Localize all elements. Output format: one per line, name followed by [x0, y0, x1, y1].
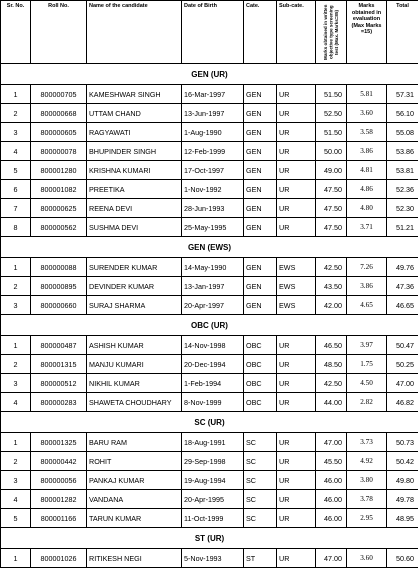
section-header-row: [1, 412, 418, 433]
cell-category: SC: [244, 490, 277, 509]
cell-category: ST: [244, 549, 277, 568]
cell-candidate-name: KRISHNA KUMARI: [87, 161, 182, 180]
cell-written-marks: 47.00: [316, 433, 347, 452]
cell-roll-no: 800000605: [31, 123, 87, 142]
table-row: [1, 142, 418, 161]
header-evaluation-marks: Marks obtained in evaluation (Max Marks =15): [347, 1, 387, 64]
cell-sub-category: UR: [277, 199, 316, 218]
table-row: [1, 452, 418, 471]
cell-sr-no: 5: [1, 509, 31, 528]
table-row: [1, 180, 418, 199]
cell-roll-no: 800000512: [31, 374, 87, 393]
cell-written-marks: 48.50: [316, 355, 347, 374]
cell-sub-category: UR: [277, 433, 316, 452]
cell-roll-no: 800000562: [31, 218, 87, 237]
header-written-marks: [316, 1, 347, 64]
cell-category: GEN: [244, 296, 277, 315]
cell-candidate-name: PREETIKA: [87, 180, 182, 199]
table-row: [1, 433, 418, 452]
cell-candidate-name: ROHIT: [87, 452, 182, 471]
table-row: [1, 471, 418, 490]
header-total: Total: [387, 1, 418, 64]
cell-total: 50.60: [387, 549, 418, 568]
header-candidate-name: Name of the candidate: [87, 1, 182, 64]
cell-candidate-name: RAGYAWATI: [87, 123, 182, 142]
cell-written-marks: 52.50: [316, 104, 347, 123]
cell-date-of-birth: 12-Feb-1999: [182, 142, 244, 161]
cell-written-marks: 43.50: [316, 277, 347, 296]
cell-total: 47.00: [387, 374, 418, 393]
cell-written-marks: 47.00: [316, 549, 347, 568]
cell-roll-no: 800001315: [31, 355, 87, 374]
cell-category: GEN: [244, 218, 277, 237]
cell-written-marks: 42.50: [316, 258, 347, 277]
cell-written-marks: 47.50: [316, 180, 347, 199]
cell-sr-no: 3: [1, 374, 31, 393]
cell-evaluation-marks: 4.86: [347, 180, 387, 199]
cell-total: 46.65: [387, 296, 418, 315]
cell-category: OBC: [244, 374, 277, 393]
cell-category: GEN: [244, 104, 277, 123]
cell-date-of-birth: 29-Sep-1998: [182, 452, 244, 471]
cell-roll-no: 800000283: [31, 393, 87, 412]
cell-evaluation-marks: 4.50: [347, 374, 387, 393]
table-row: [1, 336, 418, 355]
cell-sub-category: UR: [277, 355, 316, 374]
cell-evaluation-marks: 3.78: [347, 490, 387, 509]
cell-written-marks: 46.00: [316, 509, 347, 528]
cell-category: GEN: [244, 142, 277, 161]
cell-roll-no: 800001166: [31, 509, 87, 528]
cell-date-of-birth: 18-Aug-1991: [182, 433, 244, 452]
cell-candidate-name: BHUPINDER SINGH: [87, 142, 182, 161]
cell-date-of-birth: 16-Mar-1997: [182, 85, 244, 104]
cell-sub-category: UR: [277, 142, 316, 161]
cell-date-of-birth: 19-Aug-1994: [182, 471, 244, 490]
cell-total: 55.08: [387, 123, 418, 142]
cell-evaluation-marks: 3.60: [347, 104, 387, 123]
cell-sr-no: 4: [1, 490, 31, 509]
table-row: [1, 296, 418, 315]
cell-roll-no: 800001082: [31, 180, 87, 199]
table-row: [1, 258, 418, 277]
cell-candidate-name: SUSHMA DEVI: [87, 218, 182, 237]
cell-total: 50.73: [387, 433, 418, 452]
cell-sr-no: 6: [1, 180, 31, 199]
cell-sub-category: UR: [277, 85, 316, 104]
cell-sr-no: 4: [1, 142, 31, 161]
cell-date-of-birth: 1-Nov-1992: [182, 180, 244, 199]
header-category: Cate.: [244, 1, 277, 64]
cell-candidate-name: SURAJ SHARMA: [87, 296, 182, 315]
cell-written-marks: 51.50: [316, 85, 347, 104]
cell-sub-category: UR: [277, 374, 316, 393]
cell-evaluation-marks: 3.86: [347, 277, 387, 296]
cell-sub-category: UR: [277, 218, 316, 237]
cell-category: SC: [244, 509, 277, 528]
cell-sub-category: UR: [277, 452, 316, 471]
header-sr-no: Sr. No.: [1, 1, 31, 64]
cell-evaluation-marks: 5.81: [347, 85, 387, 104]
table-row: [1, 549, 418, 568]
cell-category: GEN: [244, 258, 277, 277]
cell-date-of-birth: 20-Dec-1994: [182, 355, 244, 374]
cell-date-of-birth: 13-Jun-1997: [182, 104, 244, 123]
cell-roll-no: 800001282: [31, 490, 87, 509]
cell-total: 49.76: [387, 258, 418, 277]
table-row: [1, 374, 418, 393]
cell-sub-category: UR: [277, 161, 316, 180]
cell-total: 52.36: [387, 180, 418, 199]
cell-category: GEN: [244, 161, 277, 180]
cell-roll-no: 800000056: [31, 471, 87, 490]
cell-sub-category: UR: [277, 123, 316, 142]
table-row: [1, 509, 418, 528]
cell-sub-category: UR: [277, 490, 316, 509]
cell-sr-no: 8: [1, 218, 31, 237]
header-date-of-birth: Date of Birth: [182, 1, 244, 64]
cell-evaluation-marks: 3.58: [347, 123, 387, 142]
cell-roll-no: 800000088: [31, 258, 87, 277]
cell-candidate-name: KAMESHWAR SINGH: [87, 85, 182, 104]
cell-sr-no: 1: [1, 85, 31, 104]
cell-candidate-name: PANKAJ KUMAR: [87, 471, 182, 490]
cell-roll-no: 800000442: [31, 452, 87, 471]
cell-roll-no: 800000625: [31, 199, 87, 218]
cell-evaluation-marks: 1.75: [347, 355, 387, 374]
cell-sub-category: UR: [277, 180, 316, 199]
cell-evaluation-marks: 3.97: [347, 336, 387, 355]
cell-roll-no: 800000660: [31, 296, 87, 315]
cell-evaluation-marks: 2.95: [347, 509, 387, 528]
cell-evaluation-marks: 4.81: [347, 161, 387, 180]
cell-candidate-name: RITIKESH NEGI: [87, 549, 182, 568]
section-header-row: [1, 64, 418, 85]
cell-total: 53.86: [387, 142, 418, 161]
cell-sr-no: 2: [1, 277, 31, 296]
cell-sr-no: 5: [1, 161, 31, 180]
cell-date-of-birth: 13-Jan-1997: [182, 277, 244, 296]
cell-written-marks: 42.50: [316, 374, 347, 393]
header-row: [1, 1, 418, 64]
cell-sr-no: 3: [1, 123, 31, 142]
cell-evaluation-marks: 3.86: [347, 142, 387, 161]
cell-date-of-birth: 14-May-1990: [182, 258, 244, 277]
cell-date-of-birth: 1-Feb-1994: [182, 374, 244, 393]
cell-evaluation-marks: 3.71: [347, 218, 387, 237]
section-title: GEN (UR): [1, 64, 418, 85]
cell-candidate-name: TARUN KUMAR: [87, 509, 182, 528]
cell-sr-no: 1: [1, 549, 31, 568]
cell-category: GEN: [244, 277, 277, 296]
cell-candidate-name: ASHISH KUMAR: [87, 336, 182, 355]
cell-total: 50.42: [387, 452, 418, 471]
section-header-row: [1, 528, 418, 549]
cell-total: 51.21: [387, 218, 418, 237]
cell-written-marks: 44.00: [316, 393, 347, 412]
cell-sr-no: 4: [1, 393, 31, 412]
cell-candidate-name: VANDANA: [87, 490, 182, 509]
cell-roll-no: 800000078: [31, 142, 87, 161]
cell-date-of-birth: 1-Aug-1990: [182, 123, 244, 142]
section-title: SC (UR): [1, 412, 418, 433]
cell-roll-no: 800001026: [31, 549, 87, 568]
cell-evaluation-marks: 4.92: [347, 452, 387, 471]
cell-written-marks: 46.50: [316, 336, 347, 355]
cell-sub-category: UR: [277, 393, 316, 412]
table-row: [1, 490, 418, 509]
section-header-row: [1, 237, 418, 258]
cell-total: 52.30: [387, 199, 418, 218]
cell-total: 47.36: [387, 277, 418, 296]
cell-date-of-birth: 17-Oct-1997: [182, 161, 244, 180]
cell-candidate-name: NIKHIL KUMAR: [87, 374, 182, 393]
cell-total: 50.47: [387, 336, 418, 355]
table-row: [1, 104, 418, 123]
cell-category: SC: [244, 471, 277, 490]
header-written-marks-label: Marks obtained in written objective type screening test (Max. Marks=85): [322, 4, 339, 60]
cell-candidate-name: DEVINDER KUMAR: [87, 277, 182, 296]
section-title: GEN (EWS): [1, 237, 418, 258]
cell-evaluation-marks: 3.73: [347, 433, 387, 452]
cell-sr-no: 1: [1, 258, 31, 277]
cell-evaluation-marks: 4.65: [347, 296, 387, 315]
cell-category: GEN: [244, 123, 277, 142]
table-row: [1, 393, 418, 412]
cell-evaluation-marks: 3.80: [347, 471, 387, 490]
cell-sr-no: 3: [1, 296, 31, 315]
cell-written-marks: 46.00: [316, 490, 347, 509]
cell-category: OBC: [244, 393, 277, 412]
cell-sr-no: 1: [1, 336, 31, 355]
cell-roll-no: 800000487: [31, 336, 87, 355]
cell-date-of-birth: 20-Apr-1995: [182, 490, 244, 509]
cell-written-marks: 50.00: [316, 142, 347, 161]
cell-total: 46.82: [387, 393, 418, 412]
section-header-row: [1, 315, 418, 336]
cell-roll-no: 800001325: [31, 433, 87, 452]
cell-date-of-birth: 28-Jun-1993: [182, 199, 244, 218]
cell-total: 50.25: [387, 355, 418, 374]
table-row: [1, 199, 418, 218]
cell-sub-category: UR: [277, 471, 316, 490]
cell-sub-category: EWS: [277, 258, 316, 277]
cell-sub-category: UR: [277, 104, 316, 123]
cell-sr-no: 2: [1, 355, 31, 374]
table-row: [1, 161, 418, 180]
table-row: [1, 355, 418, 374]
cell-category: OBC: [244, 336, 277, 355]
cell-candidate-name: BARU RAM: [87, 433, 182, 452]
cell-written-marks: 42.00: [316, 296, 347, 315]
cell-sub-category: UR: [277, 549, 316, 568]
cell-sr-no: 1: [1, 433, 31, 452]
cell-candidate-name: UTTAM CHAND: [87, 104, 182, 123]
cell-written-marks: 47.50: [316, 199, 347, 218]
cell-candidate-name: REENA DEVI: [87, 199, 182, 218]
cell-sub-category: UR: [277, 509, 316, 528]
cell-sub-category: EWS: [277, 277, 316, 296]
cell-total: 49.80: [387, 471, 418, 490]
cell-category: SC: [244, 433, 277, 452]
cell-category: GEN: [244, 199, 277, 218]
table-row: [1, 123, 418, 142]
cell-category: GEN: [244, 180, 277, 199]
table-row: [1, 85, 418, 104]
cell-evaluation-marks: 7.26: [347, 258, 387, 277]
cell-candidate-name: SURENDER KUMAR: [87, 258, 182, 277]
cell-candidate-name: SHAWETA CHOUDHARY: [87, 393, 182, 412]
cell-written-marks: 45.50: [316, 452, 347, 471]
cell-total: 56.10: [387, 104, 418, 123]
cell-sr-no: 3: [1, 471, 31, 490]
cell-sr-no: 2: [1, 452, 31, 471]
cell-total: 57.31: [387, 85, 418, 104]
cell-date-of-birth: 14-Nov-1998: [182, 336, 244, 355]
cell-date-of-birth: 5-Nov-1993: [182, 549, 244, 568]
table-row: [1, 218, 418, 237]
cell-total: 49.78: [387, 490, 418, 509]
cell-date-of-birth: 11-Oct-1999: [182, 509, 244, 528]
header-sub-category: Sub-cate.: [277, 1, 316, 64]
table-row: [1, 277, 418, 296]
result-table-body: [1, 64, 418, 568]
cell-roll-no: 800000895: [31, 277, 87, 296]
section-title: OBC (UR): [1, 315, 418, 336]
cell-total: 48.95: [387, 509, 418, 528]
cell-roll-no: 800001280: [31, 161, 87, 180]
cell-evaluation-marks: 2.82: [347, 393, 387, 412]
cell-written-marks: 47.50: [316, 218, 347, 237]
cell-date-of-birth: 20-Apr-1997: [182, 296, 244, 315]
cell-sr-no: 7: [1, 199, 31, 218]
cell-date-of-birth: 25-May-1995: [182, 218, 244, 237]
cell-written-marks: 46.00: [316, 471, 347, 490]
cell-sr-no: 2: [1, 104, 31, 123]
cell-roll-no: 800000668: [31, 104, 87, 123]
cell-roll-no: 800000705: [31, 85, 87, 104]
section-title: ST (UR): [1, 528, 418, 549]
cell-category: SC: [244, 452, 277, 471]
cell-evaluation-marks: 4.80: [347, 199, 387, 218]
cell-total: 53.81: [387, 161, 418, 180]
cell-candidate-name: MANJU KUMARI: [87, 355, 182, 374]
cell-sub-category: EWS: [277, 296, 316, 315]
cell-written-marks: 51.50: [316, 123, 347, 142]
cell-evaluation-marks: 3.60: [347, 549, 387, 568]
cell-category: GEN: [244, 85, 277, 104]
cell-category: OBC: [244, 355, 277, 374]
cell-sub-category: UR: [277, 336, 316, 355]
cell-written-marks: 49.00: [316, 161, 347, 180]
cell-date-of-birth: 8-Nov-1999: [182, 393, 244, 412]
header-roll-no: Roll No.: [31, 1, 87, 64]
